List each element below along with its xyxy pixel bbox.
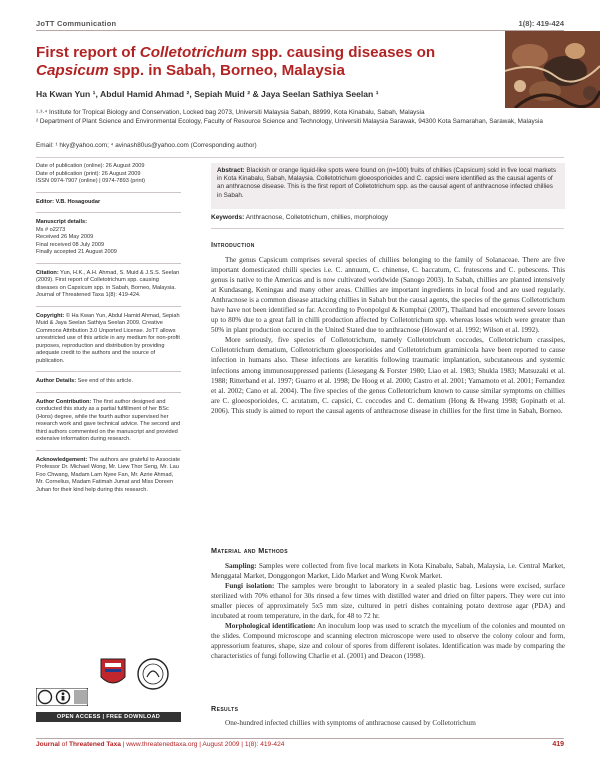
sidebar-divider bbox=[36, 306, 181, 307]
date-online: Date of publication (online): 26 August 2009 bbox=[36, 163, 145, 169]
contribution-text: The first author designed and conducted this study as a partial fulfillment of her BSc (Hons) degree, while the fourth author supervised her research work and gave technical advice. The second and third authors commented on the manuscript and provided extensive information during research. bbox=[36, 398, 181, 442]
issn: ISSN 0974-7907 (online) | 0974-7893 (print) bbox=[36, 178, 146, 184]
publication-dates bbox=[36, 163, 181, 186]
editor: Editor: V.B. Hosagoudar bbox=[36, 198, 101, 205]
intro-paragraph: More seriously, five species of Colletotrichum, namely Colletotrichum coccodes, Colletotrichum crassipes, Colletotrichum dematium, Colletotrichum gloeosporioides and Colletotrichum graminicola have been reported to cause infection in humans also. These infections are keratitis following traumatic implantation, subcutaneous and systemic infections among immunosuppressed patients (Liesegang & Forster 1980; Liao et al. 1983; Shukla 1983; Matsuzaki et al. 1988; Ritterband et al. 1997; Guarro et al. 1998; De Hoog et al. 2000; Castro et al. 2001; Yamamoto et al. 2001; Fernandez et al. 2002; Cano et al. 2004). The five species of the genus Colletotrichum known to cause similar symptoms on chillies are C. gloeosporioides, C. acutatum, C. capsici, C. coccodes and C. dematium (Hong & Hwang 1998; Gopinath et al. 2006). This study is aimed to report the causal agents of anthracnose disease in chillies for the first time in Sabah, Borneo. bbox=[211, 336, 565, 415]
contribution-label: Author Contribution: bbox=[36, 398, 92, 405]
methods-paragraph-sampling: Sampling: Samples were collected from five local markets in Kota Kinabalu, Sabah, Malaysia, i.e. Central Market, Menggatal Market, Donggongon Market, Lido Market and Wong Kwok Market. bbox=[211, 562, 565, 581]
header-citation: 1(8): 419-424 bbox=[518, 19, 564, 28]
sidebar-divider bbox=[36, 371, 181, 372]
methods-body bbox=[211, 561, 565, 661]
sidebar-divider bbox=[36, 392, 181, 393]
accepted-date: Finally accepted 21 August 2009 bbox=[36, 249, 117, 255]
decorative-banner-image bbox=[505, 31, 600, 108]
page-number: 419 bbox=[552, 741, 564, 748]
section-heading-results: Results bbox=[211, 704, 239, 713]
footer-journal-a: Journal bbox=[36, 741, 60, 748]
footer-journal-of: of bbox=[59, 741, 69, 748]
results-paragraph: One-hundred infected chillies with symptoms of anthracnose caused by Colletotrichum bbox=[225, 719, 476, 727]
manuscript-number: Ms # o2273 bbox=[36, 226, 66, 233]
affiliation-2: ² Department of Plant Science and Environmental Ecology, Faculty of Resource Science and Technology, Universiti Malaysia Sarawak, 94300 Kota Samarahan, Sarawak, Malaysia bbox=[36, 117, 543, 125]
methods-paragraph-identification: Morphological identification: An inoculum loop was used to scratch the mycelium of the colonies and mounted on the slides. Compound microscope and scanning electron microscope were used to observe the colony colour and form, appressorium features, shape, size and colour of spores from different isolates. Identification was made by comparing the characteristics of fungi following Charlie et al. (2001) and Deacon (1998). bbox=[211, 622, 565, 661]
institution-logos bbox=[95, 655, 175, 693]
section-heading-introduction: Introduction bbox=[211, 240, 255, 249]
affiliation-divider bbox=[36, 157, 564, 158]
intro-paragraph: The genus Capsicum comprises several species of chillies belonging to the family of Solanaceae. There are five important domesticated chilli species i.e. C. annuum, C. chinense, C. baccatum, C. frutescens and C. pubescens. This genus is native to the Americas and is now cultivated worldwide (Sanogo 2003). In Sabah, chillies are planted intensively at Kundasang, Keningau and many other areas. Chillies are important ingredients in local food and are used regularly. Anthracnose is a common disease attacking chillies in Sabah but the causal agents, the species of the genus Colletotrichum have have not been identified so far. According to Poonpolgul & Kumphai (2007), Thailand had encountered severe losses up to 80% due to a great fall in chilli production affected by Colletotrichum spp. whereas losses which were greater than 50% in plant production occured in the United Stated due to anthracnose (Howard et al. 1992; Wilson et al. 1992). bbox=[211, 256, 565, 335]
keywords-text: Anthracnose, Colletotrichum, chillies, morphology bbox=[245, 214, 389, 221]
creative-commons-badge bbox=[36, 688, 88, 706]
footer-rest: | www.threatenedtaxa.org | August 2009 | 1(8): 419-424 bbox=[120, 741, 285, 748]
section-heading-methods: Material and Methods bbox=[211, 546, 288, 555]
author-details-text: See end of this article. bbox=[77, 378, 134, 384]
university-crest-icon bbox=[101, 659, 125, 683]
sidebar-divider bbox=[36, 450, 181, 451]
received-date: Received 26 May 2009 bbox=[36, 234, 94, 240]
final-received-date: Final received 08 July 2009 bbox=[36, 241, 105, 248]
footer-journal-b: Threatened Taxa bbox=[69, 741, 121, 748]
acknowledgement-block bbox=[36, 457, 181, 495]
title-pre: First report of bbox=[36, 44, 140, 61]
author-details-label: Author Details: bbox=[36, 378, 77, 384]
ack-label: Acknowledgement: bbox=[36, 456, 88, 463]
manuscript-label: Manuscript details: bbox=[36, 219, 87, 225]
author-contribution-block bbox=[36, 399, 181, 444]
university-seal-icon bbox=[138, 659, 168, 689]
journal-section-label: JoTT Communication bbox=[36, 19, 117, 28]
abstract-text: Blackish or orange liquid-like spots were found on (n=100) fruits of chillies (Capsicum) sold in five local markets in Kota Kinabalu, Sabah, Malaysia. Colletotrichum gloeosporioides and C. capsici were identified as the causal agents of an anthracnose disease. This is the first report of Colletotrichum spp. as the causal agent of anthracnose infected chillies in Sabah. bbox=[217, 167, 556, 199]
footer-divider bbox=[36, 738, 564, 739]
keywords bbox=[211, 214, 565, 221]
affiliation-1: ¹·³·⁴ Institute for Tropical Biology and Conservation, Locked bag 2073, Universiti Malaysia Sabah, 88999, Kota Kinabalu, Sabah, Malaysia bbox=[36, 109, 425, 116]
citation-text: Yun, H.K., A.H. Ahmad, S. Muid & J.S.S. Seelan (2009). First report of Colletotrichum spp. causing diseases on Capsicum spp. in Sabah, Borneo, Malaysia. Journal of Threatened Taxa 1(8): 419-424. bbox=[36, 269, 180, 298]
article-title bbox=[36, 44, 476, 80]
ack-text: The authors are grateful to Associate Professor Dr. Michael Wong, Mr. Liew Thor Seng, Mr. Lau Foo Chwang, Madam Lam Nyee Fan, Mr. Azrie Ahmad, Mr. Cornelius, Madam Fatimah Jumat and Miss Doreen Juhan for their kind help during this research. bbox=[36, 456, 181, 493]
citation-block bbox=[36, 270, 181, 300]
title-mid: spp. causing diseases on bbox=[246, 44, 436, 61]
title-genus-colletotrichum: Colletotrichum bbox=[139, 44, 247, 61]
abstract-label: Abstract: bbox=[217, 167, 245, 174]
methods-paragraph-isolation: Fungi isolation: The samples were brought to laboratory in a sealed plastic bag. Lesions were excised, surface sterilized with 70% ethanol for 30s rinsed a few times with distilled water and dried on filter papers. They were cut into smaller pieces of approximately 5x5 mm size, cultured in petri dishes containing potato dextrose agar (PDA) and incubated at room temperature, in the dark, for 48 to 72 hr. bbox=[211, 582, 565, 621]
manuscript-details bbox=[36, 219, 181, 257]
copyright-text: © Ha Kwan Yun, Abdul Hamid Ahmad, Sepiah Muid & Jaya Seelan Sathiya Seelan 2009. Creative Commons Attribution 3.0 Unported License. JoTT allows unrestricted use of this article in any medium for non-profit purposes, reproduction and distribution by providing adequate credit to the authors and the source of publication. bbox=[36, 312, 180, 364]
title-genus-capsicum: Capsicum bbox=[36, 62, 109, 79]
results-body bbox=[211, 718, 565, 728]
open-access-banner: OPEN ACCESS | FREE DOWNLOAD bbox=[36, 712, 181, 722]
citation-label: Citation: bbox=[36, 269, 59, 276]
copyright-block bbox=[36, 313, 181, 366]
title-post: spp. in Sabah, Borneo, Malaysia bbox=[108, 62, 345, 79]
introduction-body bbox=[211, 255, 565, 416]
copyright-label: Copyright: bbox=[36, 312, 65, 319]
header-divider bbox=[36, 30, 564, 31]
sidebar-divider bbox=[36, 212, 181, 213]
email-line: Email: ¹ hky@yahoo.com; ⁴ avinash80us@yahoo.com (Corresponding author) bbox=[36, 142, 257, 149]
keywords-label: Keywords: bbox=[211, 214, 245, 221]
sidebar-divider bbox=[36, 192, 181, 193]
keywords-divider bbox=[211, 228, 564, 229]
sidebar-divider bbox=[36, 263, 181, 264]
date-print: Date of publication (print): 26 August 2009 bbox=[36, 170, 141, 177]
affiliations bbox=[36, 109, 566, 126]
author-list: Ha Kwan Yun ¹, Abdul Hamid Ahmad ², Sepiah Muid ² & Jaya Seelan Sathiya Seelan ¹ bbox=[36, 89, 379, 99]
sidebar-metadata bbox=[36, 163, 181, 500]
abstract-box bbox=[211, 163, 565, 209]
footer-journal-line bbox=[36, 741, 284, 748]
author-details-block bbox=[36, 378, 181, 386]
